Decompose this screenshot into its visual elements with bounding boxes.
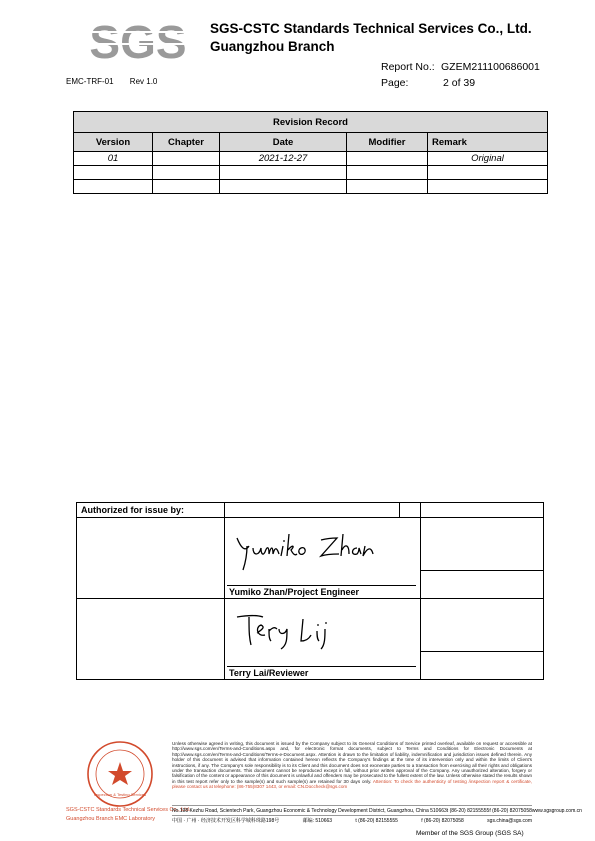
cell-remark: Original [428, 152, 548, 166]
fax-cn: f (86-20) 82075058 [421, 817, 464, 824]
cell-date [220, 180, 347, 194]
signature-cell-engineer [225, 518, 421, 599]
cell-modifier [347, 166, 428, 180]
cell-version: 01 [74, 152, 153, 166]
cell-chapter [153, 166, 220, 180]
signature-cell-reviewer [225, 599, 421, 680]
authorization-table [76, 502, 544, 680]
signer-engineer-name: Yumiko Zhan/Project Engineer [229, 587, 360, 597]
company-line2: Guangzhou Branch [210, 39, 335, 54]
lab-line1: SGS-CSTC Standards Technical Services Co., Ltd. [66, 807, 191, 813]
address-block [172, 805, 582, 825]
phone-en: t (86-20) 82155555 [446, 807, 490, 814]
document-code [66, 77, 171, 86]
member-note: Member of the SGS Group (SGS SA) [416, 830, 524, 837]
sgs-logo [88, 14, 188, 70]
disclaimer [172, 741, 532, 790]
company-name [210, 20, 532, 56]
table-row [74, 152, 548, 166]
col-date: Date [220, 133, 347, 152]
authorized-label: Authorized for issue by: [77, 503, 225, 518]
stamp-text: Inspection & Testing Services [93, 792, 147, 797]
signer-reviewer-name: Terry Lai/Reviewer [229, 668, 309, 678]
signature-engineer-image [233, 524, 403, 574]
email-link[interactable]: sgs.china@sgs.com [487, 817, 532, 824]
report-no-label: Report No.: [381, 61, 435, 73]
report-no: GZEM211100686001 [441, 61, 540, 73]
lab-line2: Guangzhou Branch EMC Laboratory [66, 816, 155, 822]
cell-version [74, 180, 153, 194]
cell-remark [428, 180, 548, 194]
page-label: Page: [381, 77, 409, 89]
address-cn: 中国 · 广州 · 经济技术开发区科学城科珠路198号 [172, 818, 280, 824]
cell-chapter [153, 180, 220, 194]
cell-date: 2021-12-27 [220, 152, 347, 166]
cell-remark [428, 166, 548, 180]
company-line1: SGS-CSTC Standards Technical Services Co., Ltd. [210, 21, 532, 36]
cell-modifier [347, 152, 428, 166]
report-meta [381, 59, 540, 91]
doc-code-number: EMC-TRF-01 [66, 77, 114, 86]
signature-reviewer-image [233, 605, 353, 653]
revision-record-table [73, 111, 548, 194]
laboratory-stamp [72, 740, 172, 840]
website-link[interactable]: www.sgsgroup.com.cn [531, 807, 582, 814]
page-value: 2 of 39 [443, 77, 476, 89]
table-row [74, 180, 548, 194]
phone-cn: t (86-20) 82155555 [355, 817, 398, 824]
col-version: Version [74, 133, 153, 152]
sgs-logo-text: SGS [89, 16, 187, 68]
postcode-cn: 邮编: 510663 [302, 818, 333, 824]
table-row [74, 166, 548, 180]
doc-code-revision: Rev 1.0 [129, 77, 158, 86]
cell-chapter [153, 152, 220, 166]
disclaimer-text: Unless otherwise agreed in writing, this document is issued by the Company subject to its General Conditions of Service printed overleaf, available on request or accessible at http://www.sgs.com/en/Terms-and-Conditions.aspx and, for electronic format documents, subject to Terms and Conditions for Electronic Documents at http://www.sgs.com/en/Terms-and-Conditions/Terms-e-Document.aspx. Attention is drawn to the limitation of liability, indemnification and jurisdiction issues defined therein. Any holder of this document is advised that information contained hereon reflects the Company's findings at the time of its intervention only and within the limits of Client's instructions, if any. The Company's sole responsibility is to its Client and this document does not exonerate parties to a transaction from exercising all their rights and obligations under the transaction documents. This document cannot be reproduced except in full, without prior written approval of the Company. Any unauthorized alteration, forgery or falsification of the content or appearance of this document is unlawful and offenders may be prosecuted to the fullest extent of the law. Unless otherwise stated the results shown in this test report refer only to the sample(s) and such sample(s) are retained for 30 days only. [172, 741, 532, 784]
col-remark: Remark [428, 133, 548, 152]
revision-record-title: Revision Record [74, 112, 548, 133]
cell-version [74, 166, 153, 180]
cell-date [220, 166, 347, 180]
cell-modifier [347, 180, 428, 194]
col-modifier: Modifier [347, 133, 428, 152]
col-chapter: Chapter [153, 133, 220, 152]
address-en: No.198 Kezhu Road, Scientech Park, Guangzhou Economic & Technology Development District, Guangzhou, China 510663 [172, 807, 447, 814]
fax-en: f (86-20) 82075058 [489, 807, 532, 814]
attention-text: Attention: To check the authenticity of testing /inspection report & certificate, please contact us at telephone: (86-755)8307 1443, or email: CN.Doccheck@sgs.com [172, 778, 533, 790]
